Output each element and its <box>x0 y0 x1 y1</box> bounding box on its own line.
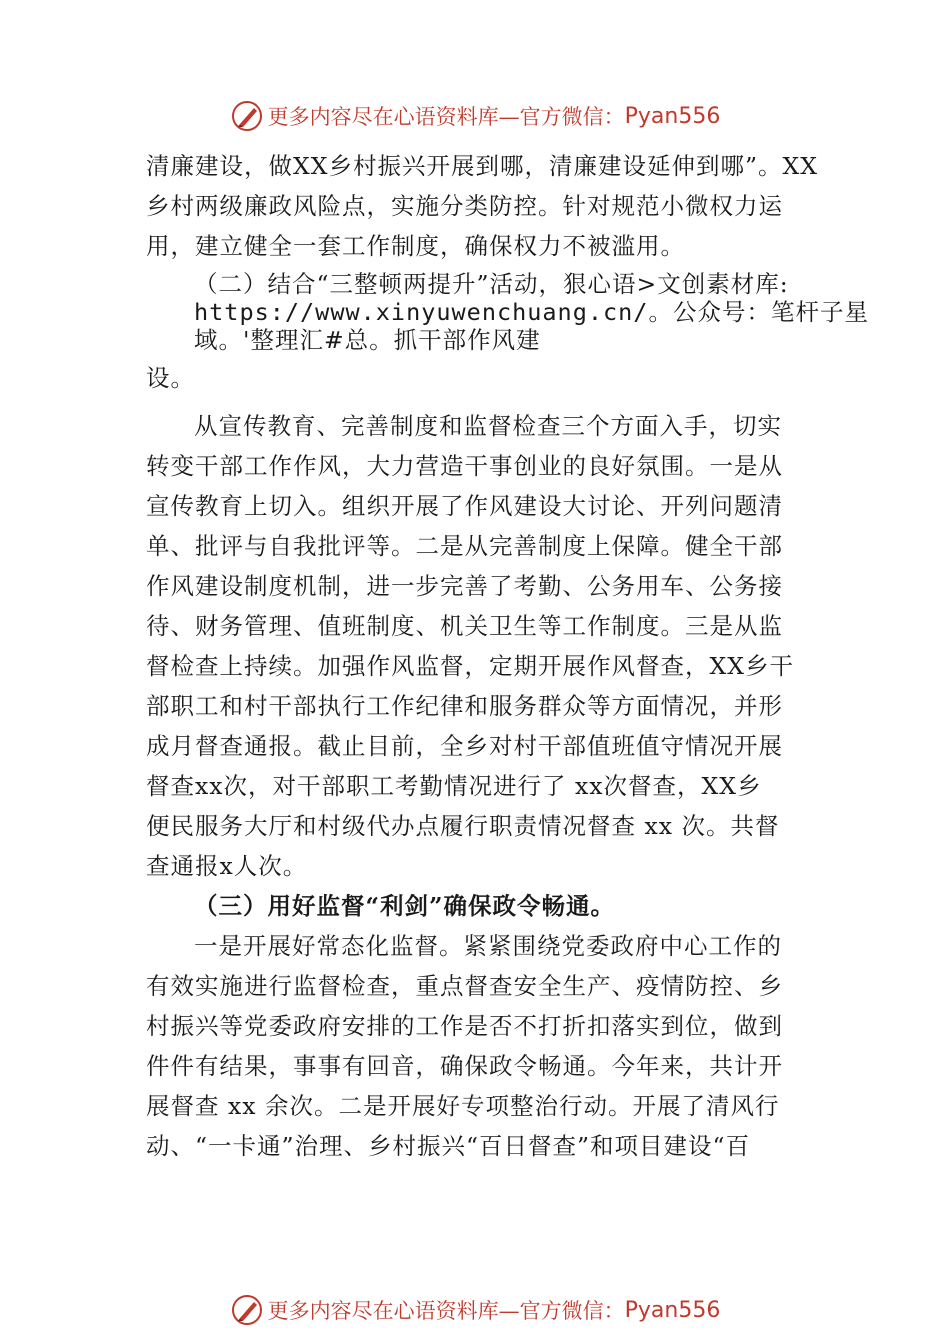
text-line: 单、批评与自我批评等。二是从完善制度上保障。健全干部 <box>146 532 783 560</box>
banner-wechat-id: Pyan556 <box>624 1297 721 1323</box>
footer-banner <box>0 1288 950 1332</box>
text-line: 转变干部工作作风，大力营造干事创业的良好氛围。一是从 <box>146 452 783 480</box>
text-line: 动、“一卡通”治理、乡村振兴“百日督查”和项目建设“百 <box>146 1132 751 1160</box>
heading-2-line: 域。'整理汇#总。抓干部作风建 <box>194 326 541 354</box>
text-line: 件件有结果，事事有回音，确保政令畅通。今年来，共计开 <box>146 1052 783 1080</box>
pen-logo-icon <box>230 99 264 133</box>
header-banner <box>0 94 950 138</box>
heading-2-line: （二）结合“三整顿两提升”活动，狠心语>文创素材库: <box>194 270 789 298</box>
text-line: 部职工和村干部执行工作纪律和服务群众等方面情况，并形 <box>146 692 783 720</box>
text-line: 查通报x人次。 <box>146 852 308 880</box>
heading-3: （三）用好监督“利剑”确保政令畅通。 <box>194 892 616 920</box>
text-line: 宣传教育上切入。组织开展了作风建设大讨论、开列问题清 <box>146 492 783 520</box>
text-line: 乡村两级廉政风险点，实施分类防控。针对规范小微权力运 <box>146 192 783 220</box>
pen-logo-icon <box>230 1293 264 1327</box>
heading-2-tail: 设。 <box>146 364 195 392</box>
text-line: 待、财务管理、值班制度、机关卫生等工作制度。三是从监 <box>146 612 783 640</box>
heading-2-url-line: https://www.xinyuwenchuang.cn/。公众号：笔杆子星 <box>194 298 869 326</box>
text-line: 村振兴等党委政府安排的工作是否不打折扣落实到位，做到 <box>146 1012 783 1040</box>
banner-wechat-id: Pyan556 <box>624 103 721 129</box>
text-line: 成月督查通报。截止目前，全乡对村干部值班值守情况开展 <box>146 732 783 760</box>
text-line: 有效实施进行监督检查，重点督查安全生产、疫情防控、乡 <box>146 972 783 1000</box>
text-line: 便民服务大厅和村级代办点履行职责情况督查 xx 次。共督 <box>146 812 780 840</box>
text-line: 展督查 xx 余次。二是开展好专项整治行动。开展了清风行 <box>146 1092 780 1120</box>
document-body <box>146 146 869 1166</box>
text-line: 督查xx次，对干部职工考勤情况进行了 xx次督查，XX乡 <box>146 772 762 800</box>
text-line: 督检查上持续。加强作风监督，定期开展作风督查，XX乡干 <box>146 652 794 680</box>
text-line: 从宣传教育、完善制度和监督检查三个方面入手，切实 <box>194 412 782 440</box>
text-line: 清廉建设，做XX乡村振兴开展到哪，清廉建设延伸到哪”。XX <box>146 152 818 180</box>
banner-text: 更多内容尽在心语资料库—官方微信： <box>267 1299 625 1323</box>
text-line: 用，建立健全一套工作制度，确保权力不被滥用。 <box>146 232 685 260</box>
text-line: 作风建设制度机制，进一步完善了考勤、公务用车、公务接 <box>146 572 783 600</box>
banner-text: 更多内容尽在心语资料库—官方微信： <box>267 105 625 129</box>
text-line: 一是开展好常态化监督。紧紧围绕党委政府中心工作的 <box>194 932 782 960</box>
